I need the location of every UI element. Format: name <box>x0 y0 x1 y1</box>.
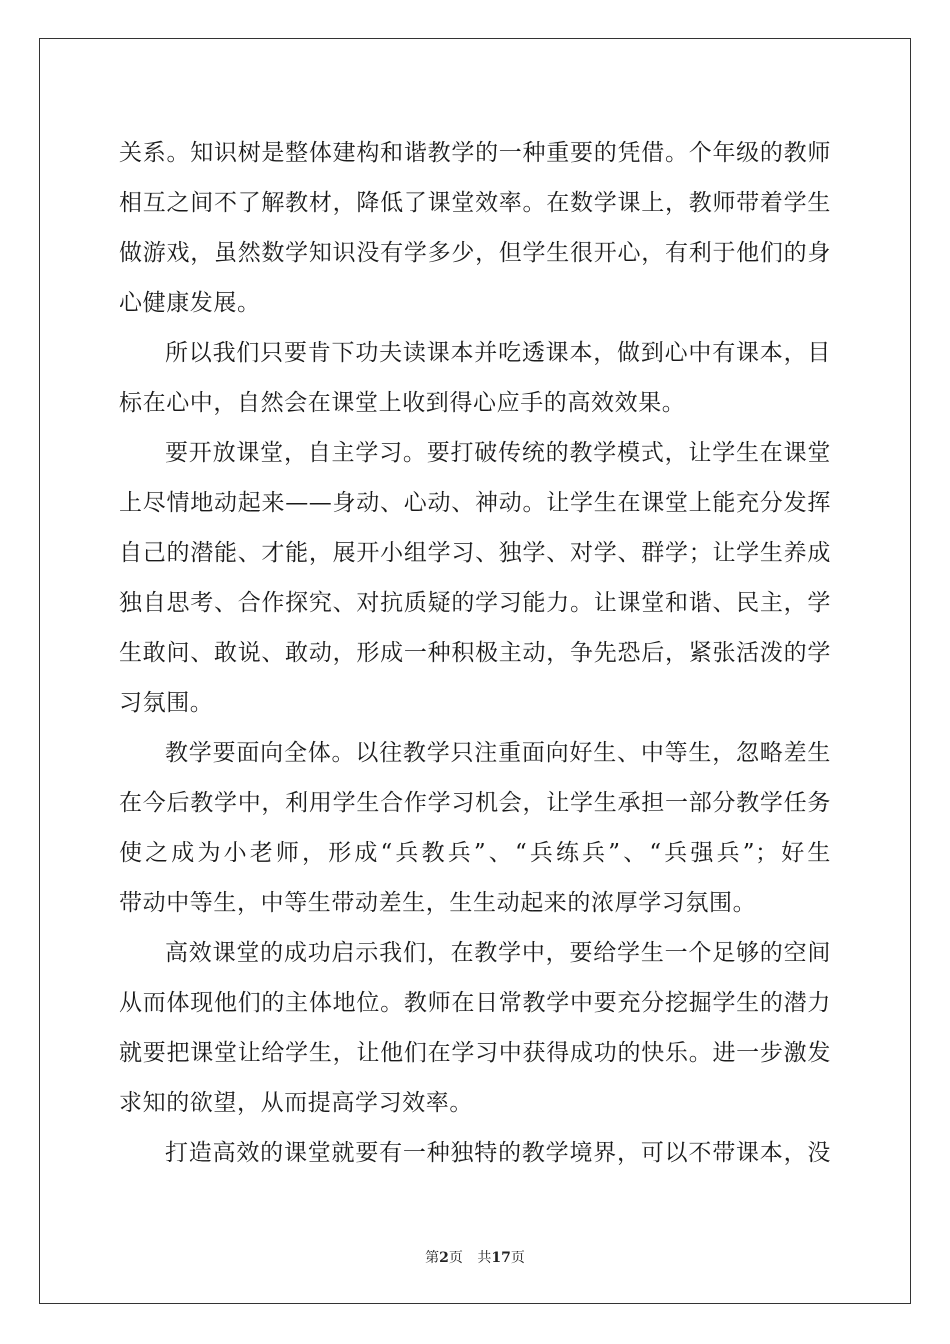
text-line: 在今后教学中，利用学生合作学习机会，让学生承担一部分教学任务 <box>119 790 831 816</box>
text-line: 要开放课堂，自主学习。要打破传统的教学模式，让学生在课堂 <box>165 440 831 466</box>
text-line: 带动中等生，中等生带动差生，生生动起来的浓厚学习氛围。 <box>119 890 757 916</box>
current-page-number: 2 <box>439 1250 449 1266</box>
text-line: 上尽情地动起来——身动、心动、神动。让学生在课堂上能充分发挥 <box>119 490 831 516</box>
document-body <box>119 128 831 1178</box>
text-line: 打造高效的课堂就要有一种独特的教学境界，可以不带课本，没 <box>165 1140 831 1166</box>
text-line: 关系。知识树是整体建构和谐教学的一种重要的凭借。个年级的教师 <box>119 140 831 166</box>
paragraph <box>119 428 831 728</box>
paragraph <box>119 1128 831 1178</box>
total-prefix: 共 <box>477 1250 492 1266</box>
text-line: 做游戏，虽然数学知识没有学多少，但学生很开心，有利于他们的身 <box>119 240 831 266</box>
text-line: 标在心中，自然会在课堂上收到得心应手的高效效果。 <box>119 390 686 416</box>
text-line: 心健康发展。 <box>119 290 261 316</box>
text-line: 习氛围。 <box>119 690 214 716</box>
text-line: 从而体现他们的主体地位。教师在日常教学中要充分挖掘学生的潜力 <box>119 990 831 1016</box>
paragraph <box>119 728 831 928</box>
total-page-number: 17 <box>491 1250 511 1266</box>
paragraph <box>119 328 831 428</box>
page-footer <box>0 1247 950 1267</box>
text-line: 求知的欲望，从而提高学习效率。 <box>119 1090 473 1116</box>
text-line: 相互之间不了解教材，降低了课堂效率。在数学课上，教师带着学生 <box>119 190 831 216</box>
text-line: 自己的潜能、才能，展开小组学习、独学、对学、群学；让学生养成 <box>119 540 831 566</box>
text-line: 就要把课堂让给学生，让他们在学习中获得成功的快乐。进一步激发 <box>119 1040 831 1066</box>
text-line: 独自思考、合作探究、对抗质疑的学习能力。让课堂和谐、民主，学 <box>119 590 831 616</box>
text-line: 高效课堂的成功启示我们，在教学中，要给学生一个足够的空间 <box>165 940 831 966</box>
page-prefix: 第 <box>425 1250 440 1266</box>
page-suffix: 页 <box>448 1250 463 1266</box>
total-suffix: 页 <box>510 1250 525 1266</box>
text-line: 使之成为小老师，形成“兵教兵”、“兵练兵”、“兵强兵”；好生 <box>119 840 831 866</box>
text-line: 所以我们只要肯下功夫读课本并吃透课本，做到心中有课本，目 <box>165 340 831 366</box>
text-line: 生敢问、敢说、敢动，形成一种积极主动，争先恐后，紧张活泼的学 <box>119 640 831 666</box>
paragraph <box>119 928 831 1128</box>
paragraph <box>119 128 831 328</box>
text-line: 教学要面向全体。以往教学只注重面向好生、中等生，忽略差生 <box>165 740 831 766</box>
